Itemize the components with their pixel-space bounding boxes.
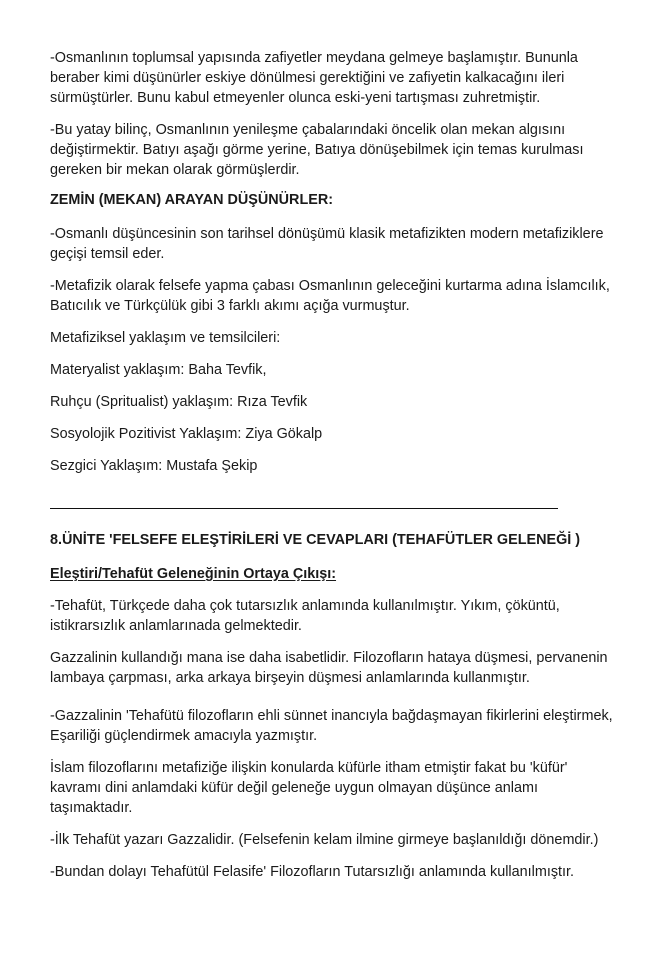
subheading-tehafut-origin: Eleştiri/Tehafüt Geleneğinin Ortaya Çıkışı:: [50, 566, 337, 582]
horizontal-divider: [50, 508, 558, 509]
heading-unit-8: 8.ÜNİTE 'FELSEFE ELEŞTİRİLERİ VE CEVAPLARI (TEHAFÜTLER GELENEĞİ ): [50, 532, 581, 548]
paragraph-metaphysical-approaches: Metafiziksel yaklaşım ve temsilcileri:: [50, 330, 281, 346]
list-item-spiritualist: Ruhçu (Spritualist) yaklaşım: Rıza Tevfik: [50, 394, 308, 410]
paragraph-first-tehafut: -İlk Tehafüt yazarı Gazzalidir. (Felsefenin kelam ilmine girmeye başlanıldığı dönemdir.): [50, 832, 599, 848]
list-item-materialist: Materyalist yaklaşım: Baha Tevfik,: [50, 362, 267, 378]
paragraph-tehafutul-felasife: -Bundan dolayı Tehafütül Felasife' Filozofların Tutarsızlığı anlamında kullanılmıştır.: [50, 864, 575, 880]
list-item-positivist: Sosyolojik Pozitivist Yaklaşım: Ziya Gökalp: [50, 426, 323, 442]
paragraph-horizontal-consciousness: -Bu yatay bilinç, Osmanlının yenileşme çabalarındaki öncelik olan mekan algısını değiştirmektir. Batıyı aşağı görme yerine, Batıya dönüşebilmek için temas kurulması gereken bir mekan olarak görmüşlerdir.: [50, 122, 584, 178]
list-item-intuitive: Sezgici Yaklaşım: Mustafa Şekip: [50, 458, 258, 474]
paragraph-ottoman-weakness: -Osmanlının toplumsal yapısında zafiyetler meydana gelmeye başlamıştır. Bununla beraber kimi düşünürler eskiye dönülmesi gerektiğini ve zafiyetin kalkacağını ileri sürmüştürler. Bunu kabul etmeyenler olunca eski-yeni tartışması zuhretmiştir.: [50, 50, 578, 106]
paragraph-gazzali-meaning: Gazzalinin kullandığı mana ise daha isabetlidir. Filozofların hataya düşmesi, pervanenin lambaya çarpması, arka arkaya birşeyin düşmesi anlamlarında kullanmıştır.: [50, 650, 608, 686]
heading-ground-seeking-thinkers: ZEMİN (MEKAN) ARAYAN DÜŞÜNÜRLER:: [50, 192, 334, 208]
paragraph-gazzali-purpose: -Gazzalinin 'Tehafütü filozofların ehli sünnet inancıyla bağdaşmayan fikirlerini eleştirmek, Eşariliği güçlendirmek amacıyla yazmıştır.: [50, 708, 613, 744]
paragraph-three-currents: -Metafizik olarak felsefe yapma çabası Osmanlının geleceğini kurtarma adına İslamcılık, Batıcılık ve Türkçülük gibi 3 farklı akımı açığa vurmuştur.: [50, 278, 610, 314]
paragraph-tehafut-meaning: -Tehafüt, Türkçede daha çok tutarsızlık anlamında kullanılmıştır. Yıkım, çöküntü, istikrarsızlık anlamlarınada gelmektedir.: [50, 598, 560, 634]
paragraph-kufur-concept: İslam filozoflarını metafiziğe ilişkin konularda küfürle itham etmiştir fakat bu 'küfür' kavramı dini anlamdaki küfür değil geleneğe uygun olmayan düşünce anlamı taşımaktadır.: [50, 760, 568, 816]
paragraph-transformation: -Osmanlı düşüncesinin son tarihsel dönüşümü klasik metafizikten modern metafiziklere geçişi temsil eder.: [50, 226, 604, 262]
